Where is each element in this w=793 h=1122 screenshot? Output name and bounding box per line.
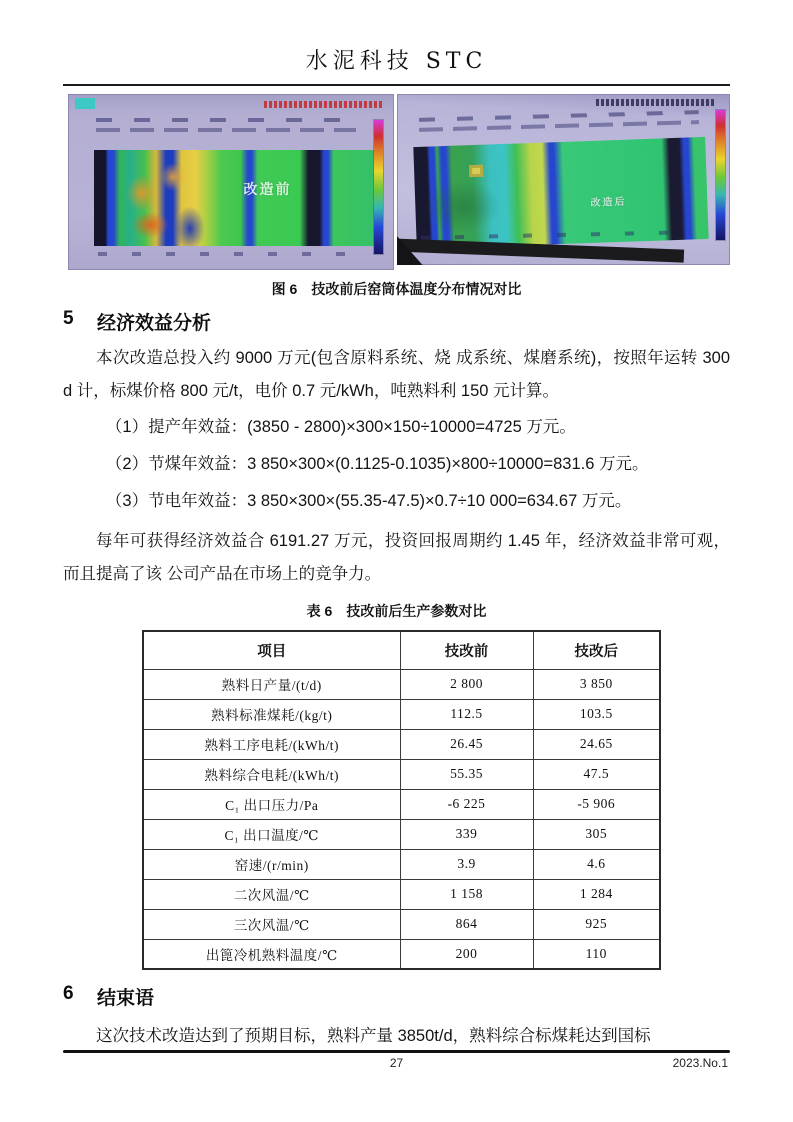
table-header-row bbox=[143, 631, 660, 669]
table-cell: 47.5 bbox=[533, 759, 660, 789]
table-cell: 熟料综合电耗/(kWh/t) bbox=[143, 759, 400, 789]
table-cell: 925 bbox=[533, 909, 660, 939]
table-cell: 出篦冷机熟料温度/℃ bbox=[143, 939, 400, 969]
temperature-axis-labels bbox=[96, 118, 356, 138]
figure-caption: 图 6 技改前后窑筒体温度分布情况对比 bbox=[271, 281, 522, 297]
footer-rule bbox=[63, 1050, 730, 1053]
section-title: 经济效益分析 bbox=[97, 313, 212, 334]
temperature-axis-labels bbox=[418, 110, 698, 138]
table-cell: C₁ 出口压力/Pa bbox=[143, 789, 400, 819]
table-cell: 200 bbox=[400, 939, 533, 969]
table-cell: 二次风温/℃ bbox=[143, 879, 400, 909]
table-cell: 熟料日产量/(t/d) bbox=[143, 669, 400, 699]
table-cell: 4.6 bbox=[533, 849, 660, 879]
thermal-photo-after bbox=[397, 94, 730, 265]
table-cell: 305 bbox=[533, 819, 660, 849]
paragraph: 本次改造总投入约 9000 万元(包含原料系统、烧 成系统、煤磨系统)，按照年运转 300 d 计，标煤价格 800 元/t，电价 0.7 元/kWh，吨熟料利 150 元计算。 bbox=[63, 349, 730, 400]
table-row bbox=[143, 759, 660, 789]
before-label: 改造前 bbox=[243, 180, 292, 197]
table-row bbox=[143, 909, 660, 939]
table-cell: 熟料工序电耗/(kWh/t) bbox=[143, 729, 400, 759]
page-number: 27 bbox=[389, 1056, 404, 1070]
table-cell: 26.45 bbox=[400, 729, 533, 759]
table-cell: 3.9 bbox=[400, 849, 533, 879]
table-row bbox=[143, 699, 660, 729]
issue-label: 2023.No.1 bbox=[672, 1056, 728, 1070]
table-cell: C₁ 出口温度/℃ bbox=[143, 819, 400, 849]
table-cell: -6 225 bbox=[400, 789, 533, 819]
list-item: （2）节煤年效益：3 850×300×(0.1125-0.1035)×800÷10000=831.6 万元。 bbox=[105, 455, 649, 473]
parameters-table bbox=[142, 630, 661, 970]
x-axis-ticks bbox=[98, 252, 353, 256]
color-scale-bar bbox=[716, 110, 725, 240]
section-6-heading bbox=[63, 983, 730, 1010]
table-row bbox=[143, 849, 660, 879]
section-5-heading bbox=[63, 308, 730, 335]
screen-chip bbox=[75, 98, 95, 109]
section-number: 6 bbox=[63, 983, 74, 1004]
table-row bbox=[143, 819, 660, 849]
section-number: 5 bbox=[63, 308, 74, 329]
table-cell: 三次风温/℃ bbox=[143, 909, 400, 939]
paragraph: 这次技术改造达到了预期目标，熟料产量 3850t/d，熟料综合标煤耗达到国标 bbox=[96, 1027, 651, 1045]
figure-6 bbox=[68, 94, 730, 270]
table-cell: 3 850 bbox=[533, 669, 660, 699]
table-cell: 2 800 bbox=[400, 669, 533, 699]
table-cell: 864 bbox=[400, 909, 533, 939]
table-row bbox=[143, 789, 660, 819]
hot-spot-marker bbox=[469, 165, 483, 177]
table-cell: 110 bbox=[533, 939, 660, 969]
section-title: 结束语 bbox=[97, 988, 155, 1009]
table-cell: 熟料标准煤耗/(kg/t) bbox=[143, 699, 400, 729]
footer bbox=[63, 1056, 730, 1074]
list-item: （1）提产年效益：(3850 - 2800)×300×150÷10000=4725 万元。 bbox=[105, 418, 576, 436]
table-row bbox=[143, 669, 660, 699]
table-cell: 339 bbox=[400, 819, 533, 849]
table-cell: 1 158 bbox=[400, 879, 533, 909]
table-cell: 103.5 bbox=[533, 699, 660, 729]
table-caption: 表 6 技改前后生产参数对比 bbox=[306, 603, 487, 619]
thermal-photo-before bbox=[68, 94, 394, 270]
after-label: 改造后 bbox=[589, 196, 627, 210]
table-row bbox=[143, 879, 660, 909]
list-item: （3）节电年效益：3 850×300×(55.35-47.5)×0.7÷10 000=634.67 万元。 bbox=[105, 492, 632, 510]
table-cell: 112.5 bbox=[400, 699, 533, 729]
table-cell: 24.65 bbox=[533, 729, 660, 759]
journal-title: 水泥科技 STC bbox=[305, 49, 488, 74]
table-header-cell: 技改前 bbox=[400, 631, 533, 669]
color-scale-bar bbox=[374, 120, 383, 254]
table-cell: 55.35 bbox=[400, 759, 533, 789]
timestamp-dark-text bbox=[596, 99, 716, 106]
table-cell: 窑速/(r/min) bbox=[143, 849, 400, 879]
header-rule bbox=[63, 84, 730, 86]
thermogram-before bbox=[94, 150, 376, 246]
table-header-cell: 技改后 bbox=[533, 631, 660, 669]
table-cell: 1 284 bbox=[533, 879, 660, 909]
benefit-list bbox=[63, 411, 730, 518]
table-row bbox=[143, 939, 660, 969]
paragraph: 每年可获得经济效益合 6191.27 万元，投资回报周期约 1.45 年，经济效益非常可观，而且提高了该 公司产品在市场上的竞争力。 bbox=[63, 532, 730, 583]
table-row bbox=[143, 729, 660, 759]
timestamp-red-text bbox=[264, 101, 384, 108]
table-header-cell: 项目 bbox=[143, 631, 400, 669]
table-cell: -5 906 bbox=[533, 789, 660, 819]
